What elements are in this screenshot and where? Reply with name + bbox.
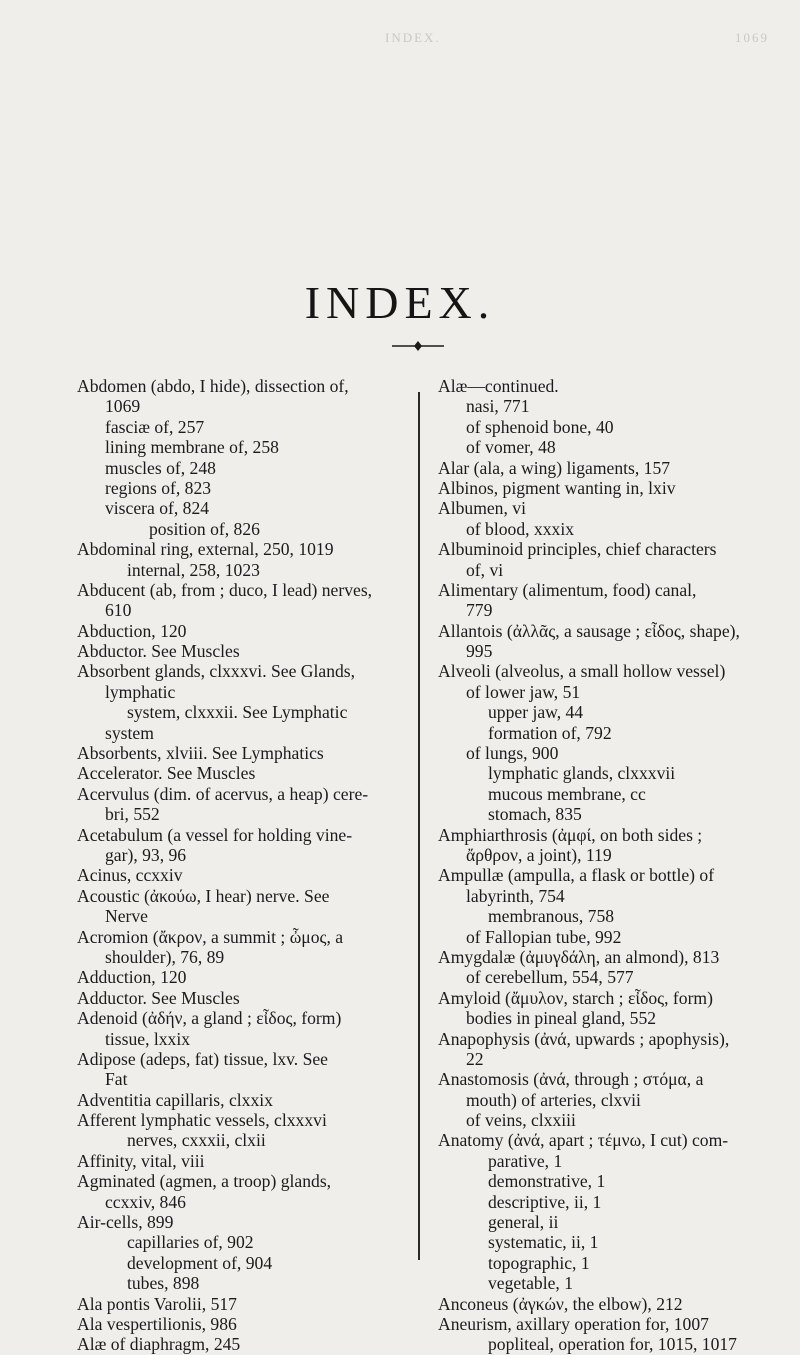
column-divider: [418, 392, 420, 1260]
index-entry: tubes, 898: [127, 1273, 200, 1294]
index-entry: muscles of, 248: [105, 457, 216, 478]
index-entry: Anapophysis (ἀνά, upwards ; apophysis),: [438, 1028, 730, 1049]
index-entry: Abducent (ab, from ; duco, I lead) nerves,: [77, 579, 373, 600]
index-entry: Anconeus (ἀγκών, the elbow), 212: [438, 1293, 683, 1314]
index-entry: Adenoid (ἀδήν, a gland ; εἶδος, form): [77, 1008, 342, 1029]
index-entry: of, vi: [466, 559, 504, 580]
index-entry: 22: [466, 1048, 484, 1069]
index-entry: Amphiarthrosis (ἀμφί, on both sides ;: [438, 824, 703, 845]
title-ornament: [392, 340, 444, 352]
index-entry: lymphatic: [105, 681, 176, 702]
index-entry: Affinity, vital, viii: [77, 1150, 205, 1171]
index-entry: shoulder), 76, 89: [105, 946, 225, 967]
index-entry: of cerebellum, 554, 577: [466, 967, 634, 988]
index-entry: viscera of, 824: [105, 498, 210, 519]
index-entry: Allantois (ἀλλᾶς, a sausage ; εἶδος, shape),: [438, 620, 740, 641]
index-entry: Accelerator. See Muscles: [77, 763, 256, 784]
index-entry: lymphatic glands, clxxxvii: [488, 763, 676, 784]
index-entry: mucous membrane, cc: [488, 783, 646, 804]
index-entry: Aneurism, axillary operation for, 1007: [438, 1313, 709, 1334]
index-entry: nasi, 771: [466, 396, 530, 417]
index-entry: demonstrative, 1: [488, 1171, 606, 1192]
index-entry: lining membrane of, 258: [105, 437, 279, 458]
index-entry: Afferent lymphatic vessels, clxxxvi: [77, 1110, 327, 1131]
page-title: INDEX.: [304, 277, 496, 328]
index-entry: 995: [466, 641, 493, 662]
right-column: [438, 376, 766, 1355]
index-entry: Absorbent glands, clxxxvi. See Glands,: [77, 661, 356, 682]
index-entry: Ampullæ (ampulla, a flask or bottle) of: [438, 865, 715, 886]
index-entry: bri, 552: [105, 804, 160, 825]
index-entry: ccxxiv, 846: [105, 1191, 186, 1212]
index-entry: Acinus, ccxxiv: [77, 865, 183, 886]
index-entry: of veins, clxxiii: [466, 1110, 576, 1131]
index-entry: of blood, xxxix: [466, 518, 575, 539]
index-entry: development of, 904: [127, 1252, 273, 1273]
index-entry: Adventitia capillaris, clxxix: [77, 1089, 273, 1110]
running-head: INDEX.: [385, 30, 441, 45]
index-entry: Albuminoid principles, chief characters: [438, 539, 717, 560]
index-entry: of sphenoid bone, 40: [466, 416, 614, 437]
index-entry: general, ii: [488, 1212, 559, 1233]
index-entry: 779: [466, 600, 493, 621]
index-entry: position of, 826: [149, 518, 260, 539]
index-entry: Albinos, pigment wanting in, lxiv: [438, 477, 676, 498]
index-entry: Adductor. See Muscles: [77, 987, 240, 1008]
index-entry: Alæ—continued.: [438, 376, 559, 396]
index-entry: topographic, 1: [488, 1252, 590, 1273]
index-entry: Agminated (agmen, a troop) glands,: [77, 1171, 332, 1192]
index-entry: Nerve: [105, 906, 148, 927]
index-entry: systematic, ii, 1: [488, 1232, 599, 1253]
index-entry: capillaries of, 902: [127, 1232, 254, 1253]
left-column: [77, 376, 407, 1355]
index-entry: Ala pontis Varolii, 517: [77, 1293, 237, 1314]
page-number: 1069: [735, 30, 769, 45]
index-entry: fasciæ of, 257: [105, 416, 205, 437]
index-entry: vegetable, 1: [488, 1273, 573, 1294]
index-entry: Alæ of diaphragm, 245: [77, 1334, 241, 1355]
index-entry: system: [105, 722, 154, 743]
index-entry: Alar (ala, a wing) ligaments, 157: [438, 457, 671, 478]
index-entry: Air-cells, 899: [77, 1212, 174, 1233]
index-entry: Adduction, 120: [77, 967, 187, 988]
index-entry: Alimentary (alimentum, food) canal,: [438, 579, 697, 600]
index-entry: Abdomen (abdo, I hide), dissection of,: [77, 376, 349, 396]
index-entry: Albumen, vi: [438, 498, 526, 519]
index-entry: stomach, 835: [488, 804, 582, 825]
index-entry: descriptive, ii, 1: [488, 1191, 602, 1212]
index-entry: Acervulus (dim. of acervus, a heap) cere-: [77, 783, 369, 804]
index-entry: regions of, 823: [105, 477, 212, 498]
index-entry: of Fallopian tube, 992: [466, 926, 622, 947]
index-entry: internal, 258, 1023: [127, 559, 260, 580]
index-entry: labyrinth, 754: [466, 885, 565, 906]
index-entry: Amygdalæ (ἀμυγδάλη, an almond), 813: [438, 946, 720, 967]
index-entry: ἄρθρον, a joint), 119: [466, 844, 612, 865]
index-entry: bodies in pineal gland, 552: [466, 1008, 657, 1029]
index-entry: Abdominal ring, external, 250, 1019: [77, 539, 334, 560]
index-entry: Anastomosis (ἀνά, through ; στόμα, a: [438, 1069, 704, 1090]
index-entry: of vomer, 48: [466, 437, 556, 458]
index-entry: of lower jaw, 51: [466, 681, 581, 702]
index-entry: upper jaw, 44: [488, 702, 584, 723]
index-entry: Adipose (adeps, fat) tissue, lxv. See: [77, 1048, 328, 1069]
index-entry: 1069: [105, 396, 141, 417]
index-entry: mouth) of arteries, clxvii: [466, 1089, 641, 1110]
index-entry: popliteal, operation for, 1015, 1017: [488, 1334, 737, 1355]
index-entry: nerves, cxxxii, clxii: [127, 1130, 266, 1151]
index-entry: parative, 1: [488, 1150, 563, 1171]
index-entry: Amyloid (ἄμυλον, starch ; εἶδος, form): [438, 987, 713, 1008]
index-entry: Alveoli (alveolus, a small hollow vessel): [438, 661, 726, 682]
index-entry: Absorbents, xlviii. See Lymphatics: [77, 743, 324, 764]
index-entry: Abduction, 120: [77, 620, 187, 641]
index-entry: Anatomy (ἀνά, apart ; τέμνω, I cut) com-: [438, 1130, 729, 1151]
index-entry: Abductor. See Muscles: [77, 641, 240, 662]
index-entry: gar), 93, 96: [105, 844, 187, 865]
index-entry: membranous, 758: [488, 906, 615, 927]
index-entry: formation of, 792: [488, 722, 612, 743]
index-entry: Acoustic (ἀκούω, I hear) nerve. See: [77, 885, 330, 906]
index-entry: Acetabulum (a vessel for holding vine-: [77, 824, 353, 845]
index-entry: tissue, lxxix: [105, 1028, 191, 1049]
index-entry: system, clxxxii. See Lymphatic: [127, 702, 348, 723]
index-entry: of lungs, 900: [466, 743, 559, 764]
index-entry: Acromion (ἄκρον, a summit ; ὦμος, a: [77, 926, 344, 947]
index-entry: 610: [105, 600, 132, 621]
index-entry: Fat: [105, 1069, 128, 1090]
index-entry: Ala vespertilionis, 986: [77, 1313, 237, 1334]
